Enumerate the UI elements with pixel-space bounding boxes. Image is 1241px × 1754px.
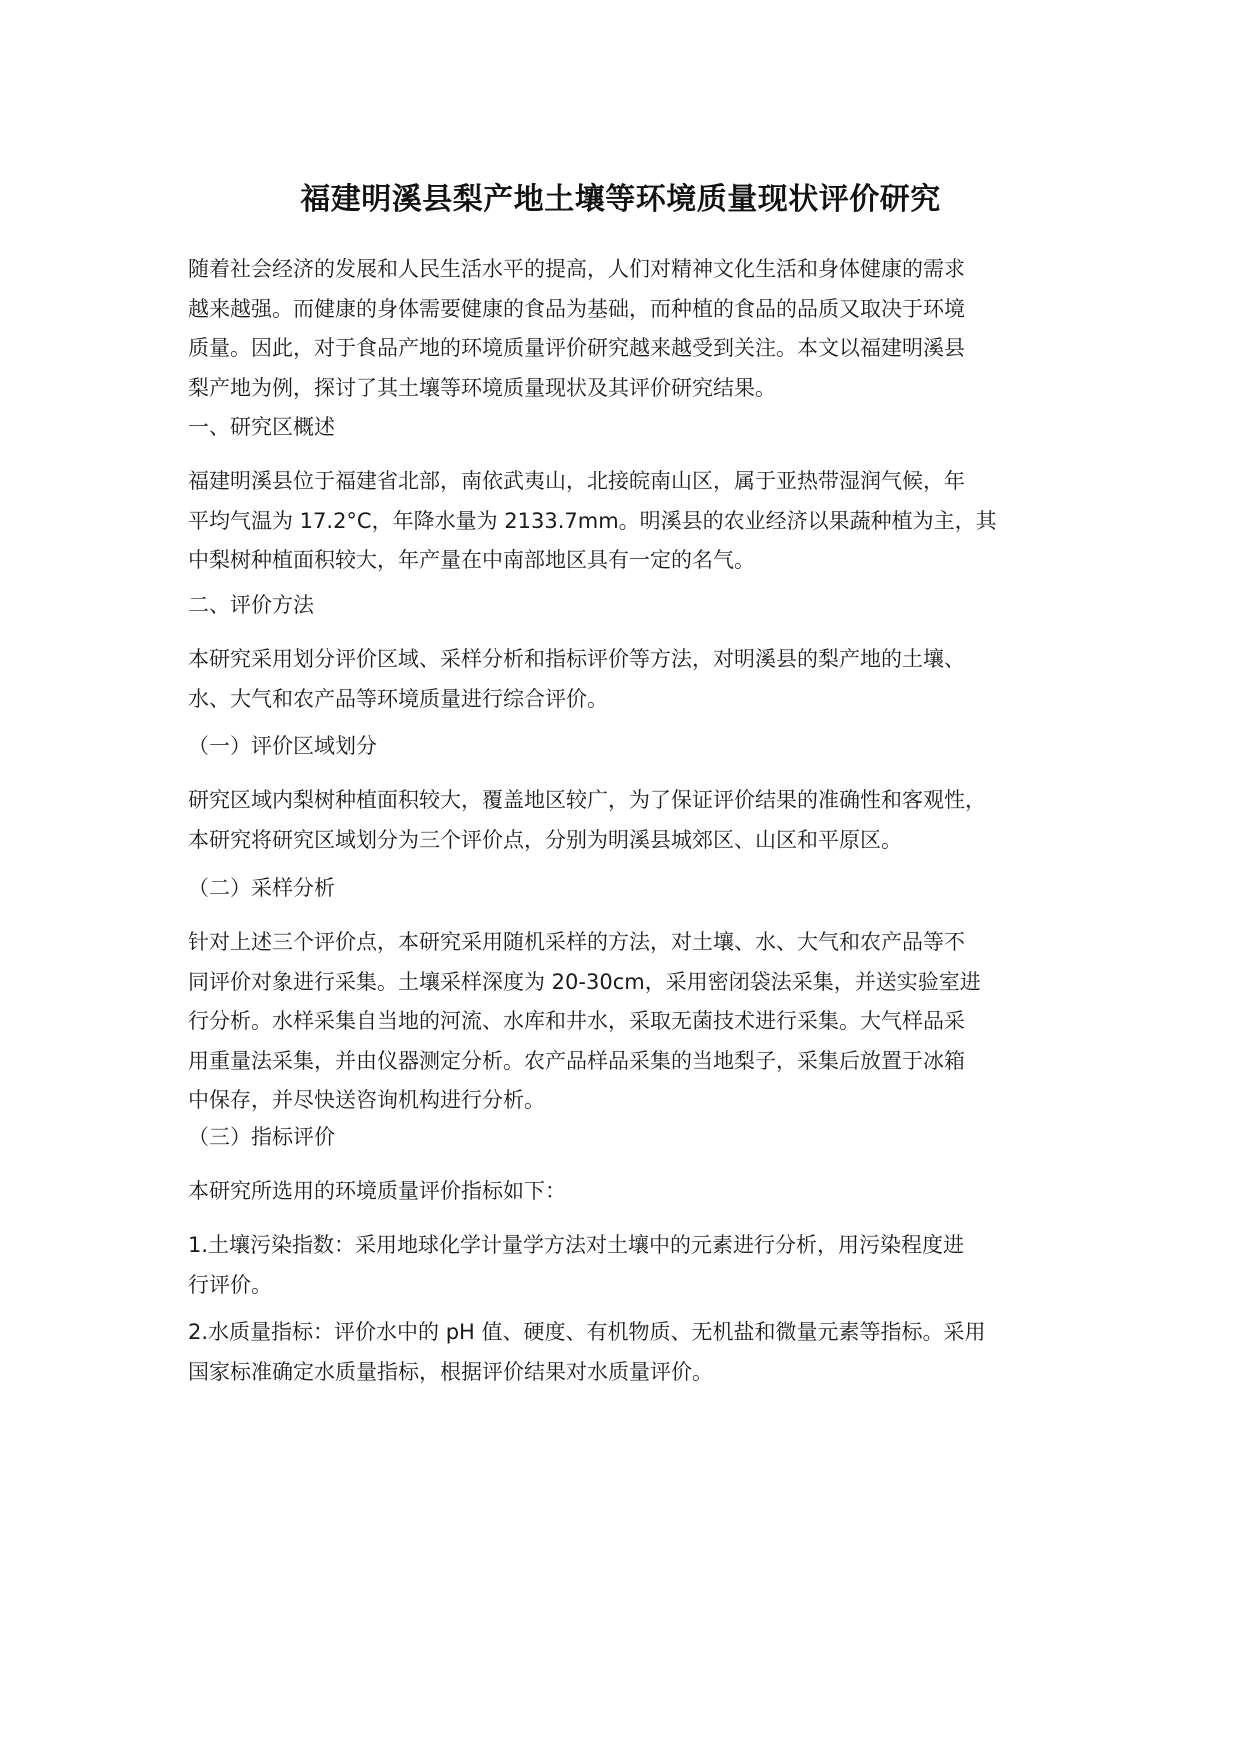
document-title: 福建明溪县梨产地土壤等环境质量现状评价研究 bbox=[300, 182, 941, 217]
indicator-item-soil: 1.土壤污染指数：采用地球化学计量学方法对土壤中的元素进行分析，用污染程度进 行评价。 bbox=[188, 1233, 965, 1297]
subsection-heading-region-division: （一）评价区域划分 bbox=[188, 734, 377, 758]
subsection-heading-sampling: （二）采样分析 bbox=[188, 876, 335, 900]
methods-paragraph: 本研究采用划分评价区域、采样分析和指标评价等方法，对明溪县的梨产地的土壤、 水、大气和农产品等环境质量进行综合评价。 bbox=[188, 647, 965, 711]
indicator-item-water: 2.水质量指标：评价水中的 pH 值、硬度、有机物质、无机盐和微量元素等指标。采用 国家标准确定水质量指标，根据评价结果对水质量评价。 bbox=[188, 1320, 986, 1384]
section-heading-overview: 一、研究区概述 bbox=[188, 415, 335, 439]
overview-paragraph: 福建明溪县位于福建省北部，南依武夷山，北接皖南山区，属于亚热带湿润气候，年 平均气温为 17.2°C，年降水量为 2133.7mm。明溪县的农业经济以果蔬种植为主，其 中梨树种植面积较大，年产量在中南部地区具有一定的名气。 bbox=[188, 469, 997, 572]
region-division-paragraph: 研究区域内梨树种植面积较大，覆盖地区较广，为了保证评价结果的准确性和客观性， 本研究将研究区域划分为三个评价点，分别为明溪县城郊区、山区和平原区。 bbox=[188, 788, 986, 852]
section-heading-methods: 二、评价方法 bbox=[188, 593, 314, 617]
intro-paragraph: 随着社会经济的发展和人民生活水平的提高，人们对精神文化生活和身体健康的需求 越来越强。而健康的身体需要健康的食品为基础，而种植的食品的品质又取决于环境 质量。因此，对于食品产地的环境质量评价研究越来越受到关注。本文以福建明溪县 梨产地为例，探讨了其土壤等环境质量现状及其评价研究结果。 bbox=[188, 257, 965, 400]
sampling-paragraph: 针对上述三个评价点，本研究采用随机采样的方法，对土壤、水、大气和农产品等不 同评价对象进行采集。土壤采样深度为 20-30cm，采用密闭袋法采集，并送实验室进 行分析。水样采集自当地的河流、水库和井水，采取无菌技术进行采集。大气样品采 用重量法采集，并由仪器测定分析。农产品样品采集的当地梨子，采集后放置于冰箱 中保存，并尽快送咨询机构进行分析。 bbox=[188, 930, 981, 1112]
subsection-heading-indicators: （三）指标评价 bbox=[188, 1125, 335, 1149]
indicators-intro: 本研究所选用的环境质量评价指标如下： bbox=[188, 1179, 566, 1203]
